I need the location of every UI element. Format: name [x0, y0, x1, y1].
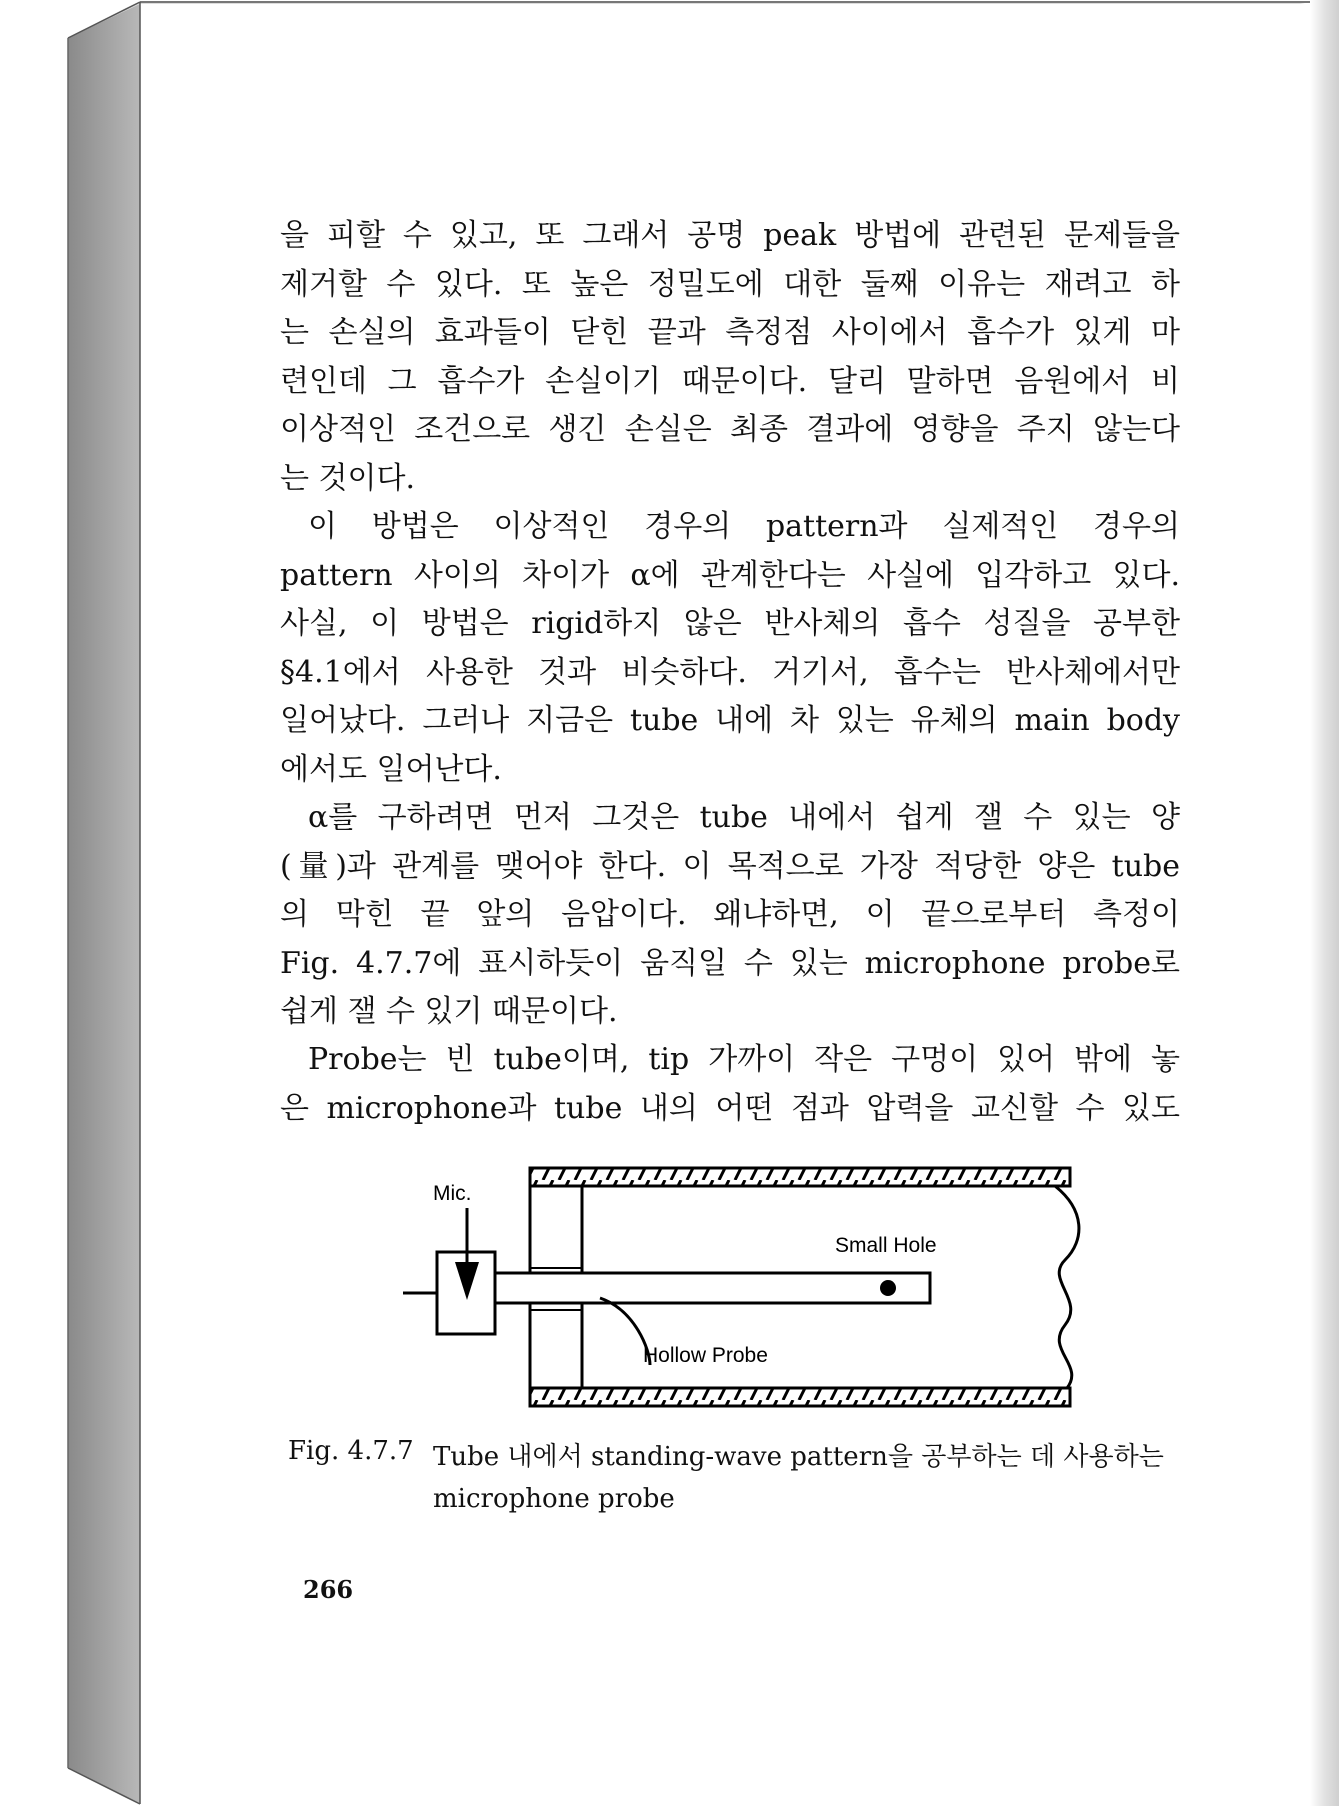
text-line: 일어났다. 그러나 지금은 tube 내에 차 있는 유체의 main body: [280, 703, 1180, 738]
text-line: 의 막힌 끝 앞의 음압이다. 왜냐하면, 이 끝으로부터 측정이: [280, 897, 1180, 932]
text-line: 은 microphone과 tube 내의 어떤 점과 압력을 교신할 수 있도: [280, 1090, 1180, 1126]
text-line: §4.1에서 사용한 것과 비슷하다. 거기서, 흡수는 반사체에서만: [280, 654, 1180, 690]
text-line: (量)과 관계를 맺어야 한다. 이 목적으로 가장 적당한 양은 tube: [280, 848, 1180, 884]
small-hole-dot: [880, 1280, 896, 1296]
paragraph-1: [280, 212, 1180, 503]
microphone-probe-figure: [395, 1160, 1115, 1420]
text-line: pattern 사이의 차이가 α에 관계한다는 사실에 입각하고 있다.: [280, 557, 1180, 593]
text-line: α를 구하려면 먼저 그것은 tube 내에서 쉽게 잴 수 있는 양: [308, 800, 1180, 835]
text-line: 련인데 그 흡수가 손실이기 때문이다. 달리 말하면 음원에서 비: [280, 363, 1180, 399]
figure-caption-number: Fig. 4.7.7: [288, 1436, 414, 1466]
text-line: Probe는 빈 tube이며, tip 가까이 작은 구멍이 있어 밖에 놓: [308, 1042, 1180, 1077]
text-line: 는 손실의 효과들이 닫힌 끝과 측정점 사이에서 흡수가 있게 마: [280, 315, 1180, 350]
tube-break-line: [1055, 1186, 1079, 1388]
text-line: 쉽게 잴 수 있기 때문이다.: [280, 994, 618, 1029]
tube-bottom-wall: [530, 1388, 1070, 1406]
text-line: 을 피할 수 있고, 또 그래서 공명 peak 방법에 관련된 문제들을: [280, 218, 1180, 253]
paragraph-4: [280, 1036, 1180, 1133]
text-line: 이 방법은 이상적인 경우의 pattern과 실제적인 경우의: [308, 509, 1180, 544]
paragraph-3: [280, 794, 1180, 1037]
page-number: 266: [303, 1575, 354, 1604]
text-line: 사실, 이 방법은 rigid하지 않은 반사체의 흡수 성질을 공부한: [280, 606, 1180, 641]
hollow-probe: [495, 1273, 930, 1303]
small-hole-label: Small Hole: [835, 1234, 937, 1257]
text-line: 는 것이다.: [280, 460, 415, 496]
figure-caption-text: Tube 내에서 standing-wave pattern을 공부하는 데 사용하는 microphone probe: [433, 1442, 1164, 1514]
text-line: 에서도 일어난다.: [280, 751, 502, 787]
mic-label: Mic.: [433, 1182, 472, 1205]
paragraph-2: [280, 503, 1180, 794]
hollow-probe-label: Hollow Probe: [643, 1344, 768, 1367]
tube-top-wall: [530, 1168, 1070, 1186]
text-line: Fig. 4.7.7에 표시하듯이 움직일 수 있는 microphone probe로: [280, 945, 1180, 981]
text-line: 이상적인 조건으로 생긴 손실은 최종 결과에 영향을 주지 않는다: [280, 412, 1180, 447]
text-line: 제거할 수 있다. 또 높은 정밀도에 대한 둘째 이유는 재려고 하: [280, 266, 1180, 302]
